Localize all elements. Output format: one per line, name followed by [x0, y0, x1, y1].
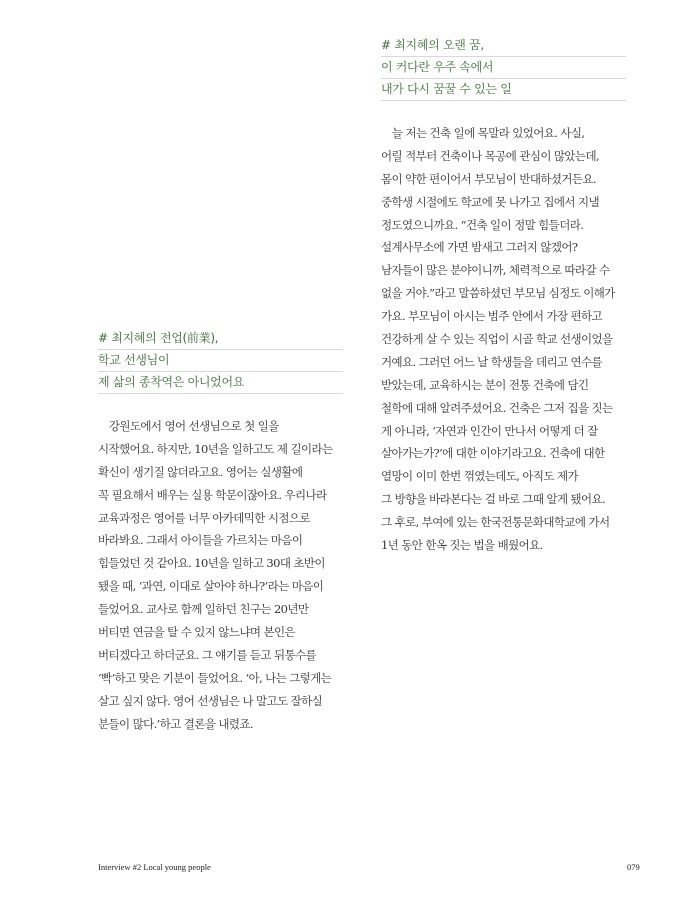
text-line: 시작했어요. 하지만, 10년을 일하고도 제 길이라는	[98, 441, 333, 456]
text-line: 살고 싶지 않다. 영어 선생님은 나 말고도 잘하실	[98, 693, 323, 708]
text-line: 교육과정은 영어를 너무 아카데믹한 시점으로	[98, 510, 310, 525]
text-line: 그 방향을 바라본다는 걸 바로 그때 알게 됐어요.	[381, 492, 606, 507]
text-line: 어릴 적부터 건축이나 목공에 관심이 많았는데,	[381, 148, 600, 163]
heading-line: 이 커다란 우주 속에서	[381, 57, 626, 79]
text-line: 정도였으니까요. “건축 일이 정말 힘들더라.	[381, 217, 584, 232]
text-line: 버티면 연금을 탈 수 있지 않느냐며 본인은	[98, 625, 295, 640]
heading-line: 학교 선생님이	[98, 350, 343, 372]
footer-series-title: Interview #2 Local young people	[98, 862, 211, 872]
text-line: 1년 동안 한옥 짓는 법을 배웠어요.	[381, 538, 543, 553]
text-line: 건강하게 살 수 있는 직업이 시골 학교 선생이었을	[381, 332, 613, 347]
text-line: 거예요. 그러던 어느 날 학생들을 데리고 연수를	[381, 354, 603, 369]
text-line: 중학생 시절에도 학교에 못 나가고 집에서 지낼	[381, 194, 600, 209]
text-line: 가요. 부모님이 아시는 범주 안에서 가장 편하고	[381, 309, 603, 324]
heading-line: # 최지혜의 오랜 꿈,	[381, 35, 626, 57]
text-line: 분들이 많다.’하고 결론을 내렸죠.	[98, 716, 253, 731]
text-line: 받았는데, 교육하시는 분이 전통 건축에 담긴	[381, 377, 589, 392]
heading-line: 내가 다시 꿈꿀 수 있는 일	[381, 79, 626, 101]
text-line: 몸이 약한 편이어서 부모님이 반대하셨거든요.	[381, 171, 596, 186]
text-line: 게 아니라, ‘자연과 인간이 만나서 어떻게 더 잘	[381, 423, 598, 438]
text-line: 열망이 이미 한번 꺾였는데도, 아직도 제가	[381, 469, 578, 484]
right-body-paragraph	[381, 122, 615, 557]
text-line: ‘빡’하고 맞은 기분이 들었어요. ‘아, 나는 그렇게는	[98, 670, 332, 685]
text-line: 없을 거야.”라고 말씀하셨던 부모님 심정도 이해가	[381, 286, 615, 301]
text-line: 힘들었던 것 같아요. 10년을 일하고 30대 초반이	[98, 556, 325, 571]
right-section-heading	[381, 35, 626, 101]
text-line: 늘 저는 건축 일에 목말라 있었어요. 사실,	[381, 126, 585, 140]
text-line: 그 후로, 부여에 있는 한국전통문화대학교에 가서	[381, 515, 610, 530]
left-body-paragraph	[98, 415, 333, 735]
page-number: 079	[627, 862, 640, 872]
text-line: 남자들이 많은 분야이니까, 체력적으로 따라갈 수	[381, 263, 610, 278]
text-line: 살아가는가?’에 대한 이야기라고요. 건축에 대한	[381, 446, 605, 461]
text-line: 강원도에서 영어 선생님으로 첫 일을	[98, 419, 279, 433]
text-line: 들었어요. 교사로 함께 일하던 친구는 20년만	[98, 602, 309, 617]
text-line: 설계사무소에 가면 밤새고 그러지 않겠어?	[381, 240, 578, 255]
text-line: 철학에 대해 알려주셨어요. 건축은 그저 집을 짓는	[381, 400, 613, 415]
heading-line: 제 삶의 종착역은 아니었어요	[98, 372, 343, 394]
text-line: 꼭 필요해서 배우는 실용 학문이잖아요. 우리나라	[98, 487, 327, 502]
left-section-heading	[98, 328, 343, 394]
heading-line: # 최지혜의 전업(前業),	[98, 328, 343, 350]
text-line: 버티겠다고 하더군요. 그 얘기를 듣고 뒤통수를	[98, 647, 317, 662]
text-line: 바라봐요. 그래서 아이들을 가르치는 마음이	[98, 533, 303, 548]
text-line: 확신이 생기질 않더라고요. 영어는 실생활에	[98, 464, 303, 479]
text-line: 됐을 때, ‘과연, 이대로 살아야 하나?’라는 마음이	[98, 579, 324, 594]
